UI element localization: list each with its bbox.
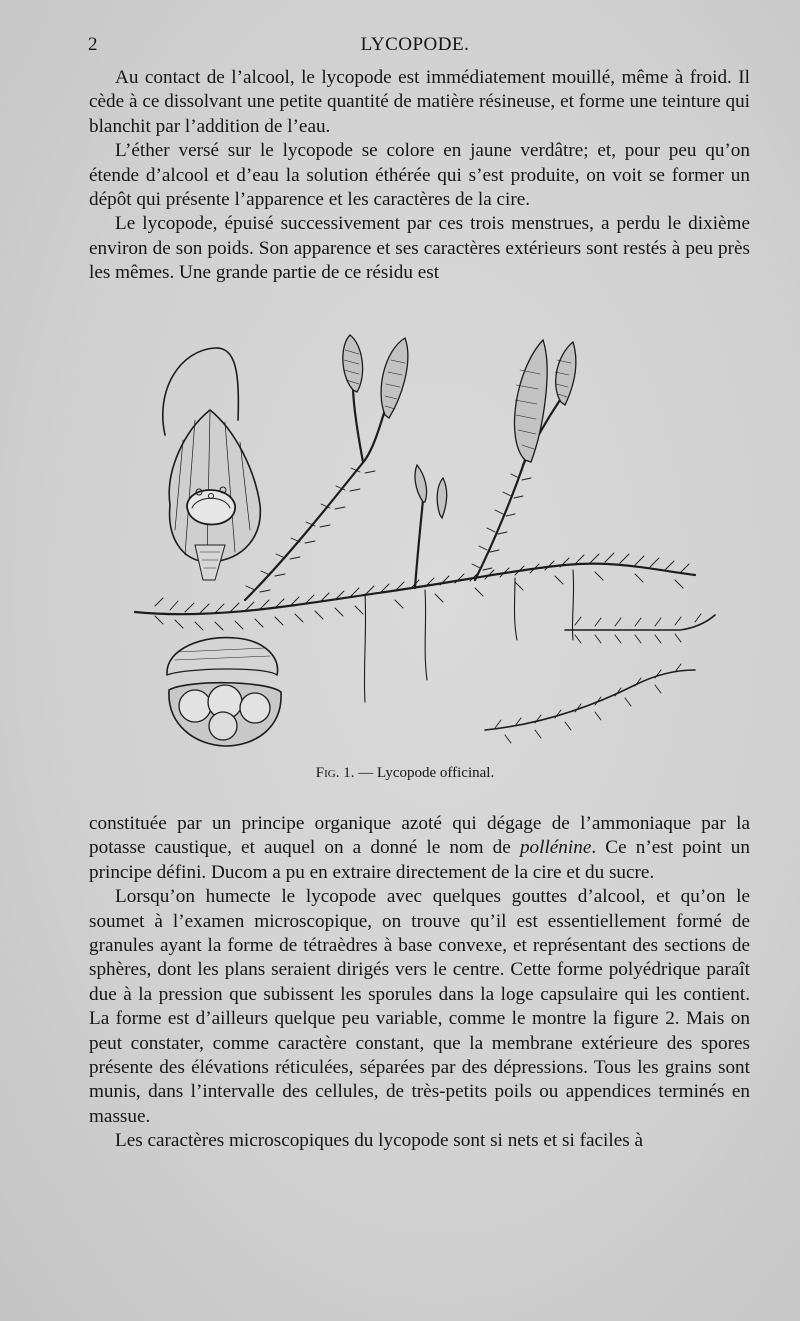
paragraph-characters: Les caractères microscopiques du lycopode sont si nets et si faciles à xyxy=(115,1130,644,1152)
paragraph-ether: L’éther versé sur le lycopode se colore en jaune verdâtre; et, pour peu qu’on étende d’alcool et d’eau la solution éthérée qui s’est produite, on voit se former un dépôt qui présente l’apparence et les caractères de la cire. xyxy=(89,140,750,211)
running-title: LYCOPODE. xyxy=(360,34,470,55)
pollenine-text-before: constituée par un principe organique azoté qui dégage de l’ammoniaque par la potasse caustique, et auquel on a donné le nom de xyxy=(89,813,750,859)
pollenine-term: pollénine xyxy=(519,837,592,859)
figure-caption xyxy=(0,765,800,782)
paragraph-residue: Le lycopode, épuisé successivement par ces trois menstrues, a perdu le dixième environ de son poids. Son apparence et ses caractères extérieurs sont restés à peu près les mêmes. Une grande partie de ce résidu est xyxy=(89,213,750,284)
caption-text: Lycopode officinal. xyxy=(377,765,495,781)
paragraph-pollenine xyxy=(89,812,750,885)
caption-dash: — xyxy=(354,765,377,781)
strobili-cones xyxy=(343,335,576,518)
lycopodium-illustration xyxy=(95,330,735,760)
text-block-bottom xyxy=(89,812,750,1154)
paragraph-alcohol: Au contact de l’alcool, le lycopode est immédiatement mouillé, même à froid. Il cède à ce dissolvant une petite quantité de matière résineuse, et forme une teinture qui blanchit par l’addition de l’eau. xyxy=(89,67,750,137)
sporangium-bract-drawing xyxy=(163,348,261,580)
figure-label: Fig. 1. xyxy=(315,765,355,781)
page-number: 2 xyxy=(88,34,98,55)
pollenine-text-after: . Ce n’est point un principe défini. Ducom a pu en extraire directement de la cire et du sucre. xyxy=(89,837,750,883)
paragraph-microscopy: Lorsqu’on humecte le lycopode avec quelques gouttes d’alcool, et qu’on le soumet à l’examen microscopique, on trouve qu’il est essentiellement formé de granules ayant la forme de tétraèdres à base convexe, et représentant des sections de sphères, dont les plans seraient dirigés vers le centre. Cette forme polyédrique paraît due à la pression que subissent les sporules dans la loge capsulaire qui les contient. La forme est d’ailleurs quelque peu variable, comme le montre la figure 2. Mais on peut constater, comme caractère constant, que la membrane extérieure des spores présente des élévations réticulées, séparées par des dépressions. Tous les grains sont munis, dans l’intervalle des cellules, de très-petits poils ou appendices terminés en massue. xyxy=(89,886,750,1127)
text-block-top xyxy=(89,66,750,286)
spore-capsule-drawing xyxy=(167,638,281,746)
